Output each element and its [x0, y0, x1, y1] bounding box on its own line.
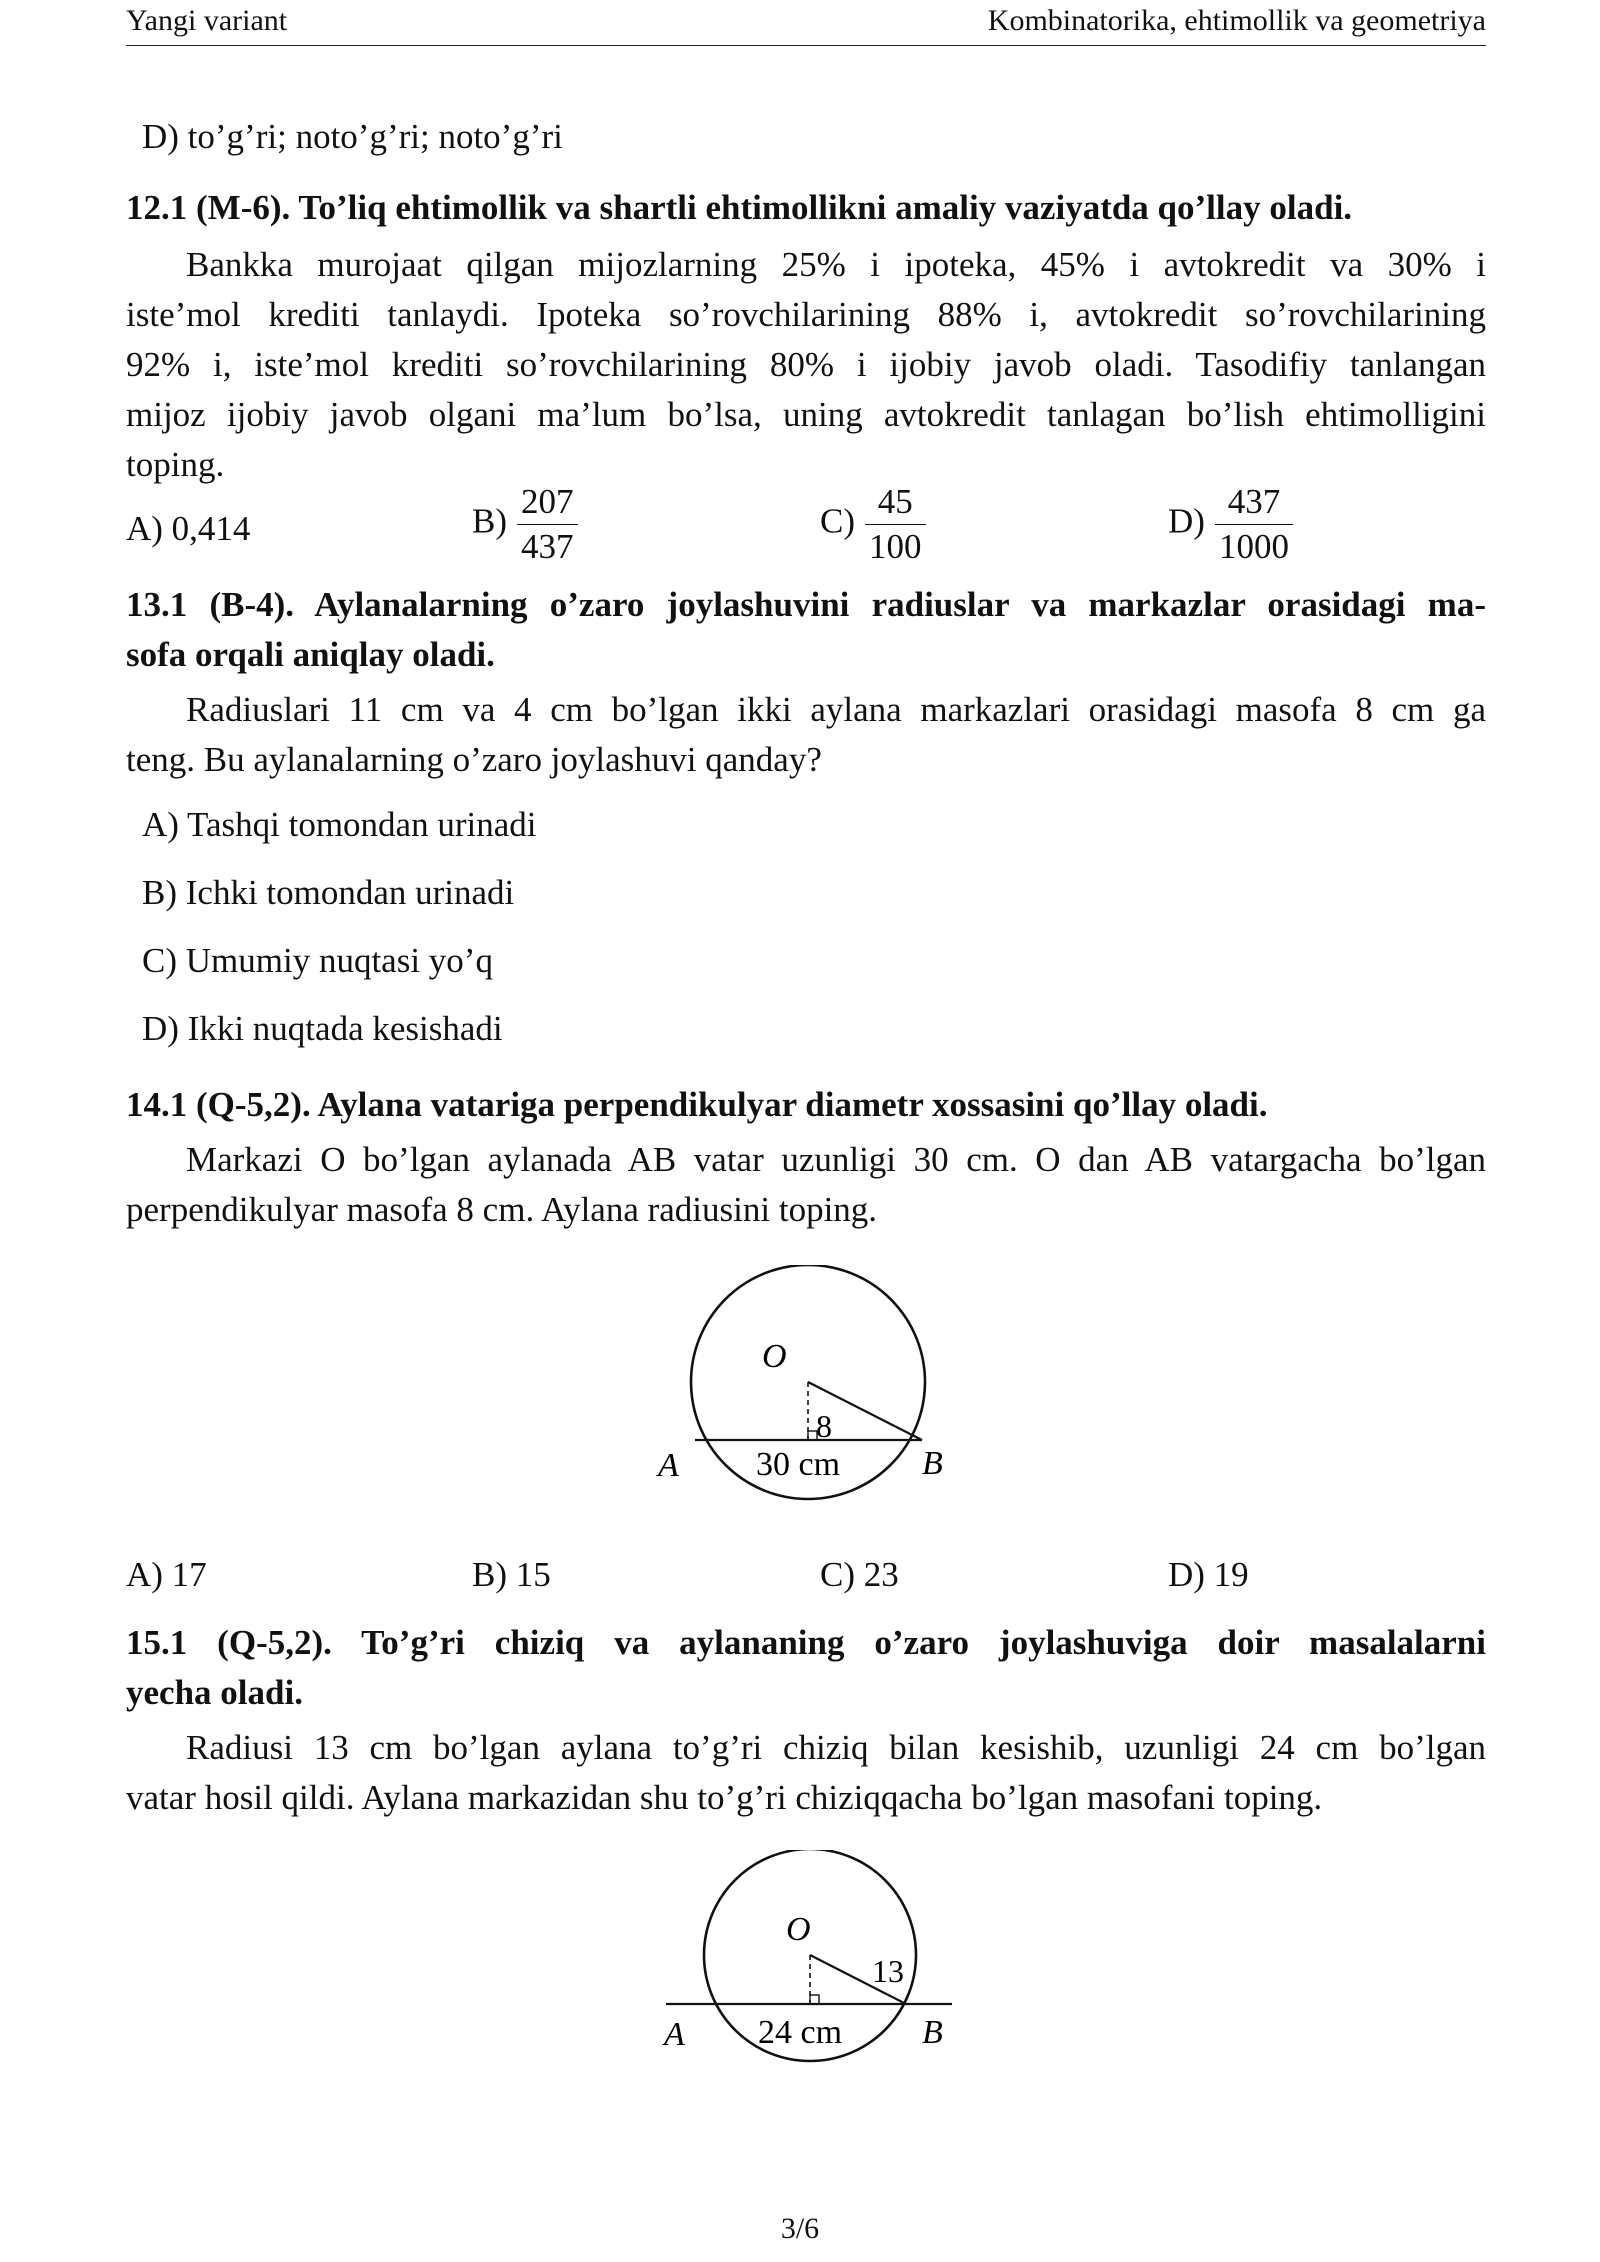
q12-title: 12.1 (M-6). To’liq ehtimollik va shartli ehtimollikni amaliy vaziyatda qo’llay oladi.: [126, 188, 1353, 227]
q13-title-line-1: 13.1 (B-4). Aylanalarning o’zaro joylashuvini radiuslar va markazlar orasidagi ma-: [126, 585, 1486, 624]
q15-label-13: 13: [872, 1953, 904, 1989]
q14-option-a: A) 17: [126, 1555, 207, 1594]
q13-option-d: D) Ikki nuqtada kesishadi: [142, 1009, 503, 1048]
q14-label-a: A: [658, 1447, 679, 1484]
q12-option-b-numerator: 207: [517, 480, 578, 525]
q14-title: 14.1 (Q-5,2). Aylana vatariga perpendikulyar diametr xossasini qo’llay oladi.: [126, 1085, 1268, 1124]
q12-option-d-numerator: 437: [1215, 480, 1293, 525]
q12-line-5: toping.: [126, 445, 225, 484]
q13-option-b: B) Ichki tomondan urinadi: [142, 873, 515, 912]
q12-option-d-denominator: 1000: [1218, 527, 1289, 566]
q13-option-c: C) Umumiy nuqtasi yo’q: [142, 941, 493, 980]
q12-option-c-denominator: 100: [869, 527, 922, 566]
q14-label-o: O: [762, 1338, 787, 1375]
q12-line-4: mijoz ijobiy javob olgani ma’lum bo’lsa, uning avtokredit tanlagan bo’lish ehtimolligini: [126, 395, 1486, 434]
q15-right-angle-mark: [810, 1995, 819, 2004]
q12-option-b: [472, 480, 578, 569]
q14-label-chord: 30 cm: [756, 1446, 841, 1483]
q12-option-d-label: D): [1168, 501, 1205, 541]
q12-option-d: [1168, 480, 1293, 569]
q15-label-a: A: [664, 2016, 685, 2053]
q12-option-c: [820, 480, 926, 569]
q13-title-line-2: sofa orqali aniqlay oladi.: [126, 635, 495, 674]
q12-option-b-fraction: [517, 480, 578, 569]
q12-line-3: 92% i, iste’mol krediti so’rovchilarining 80% i ijobiy javob oladi. Tasodifiy tanlangan: [126, 345, 1486, 384]
q12-option-c-fraction: [865, 480, 926, 569]
q14-label-b: B: [922, 1445, 943, 1482]
q12-option-c-label: C): [820, 501, 855, 541]
q12-option-d-fraction: [1215, 480, 1293, 569]
q13-option-a: A) Tashqi tomondan urinadi: [142, 805, 537, 844]
q12-line-1: Bankka murojaat qilgan mijozlarning 25% i ipoteka, 45% i avtokredit va 30% i: [186, 245, 1486, 284]
prev-option-d: D) to’g’ri; noto’g’ri; noto’g’ri: [142, 117, 563, 156]
header-rule: [126, 45, 1486, 46]
q15-label-o: O: [786, 1911, 811, 1948]
q15-title-line-2: yecha oladi.: [126, 1673, 303, 1712]
q12-line-2: iste’mol krediti tanlaydi. Ipoteka so’rovchilarining 88% i, avtokredit so’rovchilarining: [126, 295, 1486, 334]
header-left: Yangi variant: [126, 4, 288, 37]
q14-line-1: Markazi O bo’lgan aylanada AB vatar uzunligi 30 cm. O dan AB vatargacha bo’lgan: [186, 1140, 1486, 1179]
q15-title-line-1: 15.1 (Q-5,2). To’g’ri chiziq va aylananing o’zaro joylashuviga doir masalalarni: [126, 1623, 1486, 1662]
q14-circle-diagram: [620, 1265, 960, 1505]
q14-option-c: C) 23: [820, 1555, 899, 1594]
q12-option-b-denominator: 437: [521, 527, 574, 566]
q13-line-2: teng. Bu aylanalarning o’zaro joylashuvi qanday?: [126, 740, 822, 779]
q13-line-1: Radiuslari 11 cm va 4 cm bo’lgan ikki aylana markazlari orasidagi masofa 8 cm ga: [186, 690, 1486, 729]
q14-option-d: D) 19: [1168, 1555, 1249, 1594]
page-number: 3/6: [780, 2212, 820, 2245]
q15-line-1: Radiusi 13 cm bo’lgan aylana to’g’ri chiziq bilan kesishib, uzunligi 24 cm bo’lgan: [186, 1728, 1486, 1767]
q12-option-b-label: B): [472, 501, 507, 541]
q14-line-2: perpendikulyar masofa 8 cm. Aylana radiusini toping.: [126, 1190, 878, 1229]
header-right: Kombinatorika, ehtimollik va geometriya: [987, 4, 1486, 37]
q15-line-2: vatar hosil qildi. Aylana markazidan shu to’g’ri chiziqqacha bo’lgan masofani toping.: [126, 1778, 1323, 1817]
q14-option-b: B) 15: [472, 1555, 551, 1594]
q12-option-c-numerator: 45: [865, 480, 926, 525]
q15-label-chord: 24 cm: [758, 2014, 843, 2051]
q15-label-b: B: [922, 2014, 943, 2051]
q12-option-a: A) 0,414: [126, 509, 251, 548]
q14-label-8: 8: [816, 1408, 832, 1444]
q15-circle-diagram: [640, 1850, 980, 2090]
